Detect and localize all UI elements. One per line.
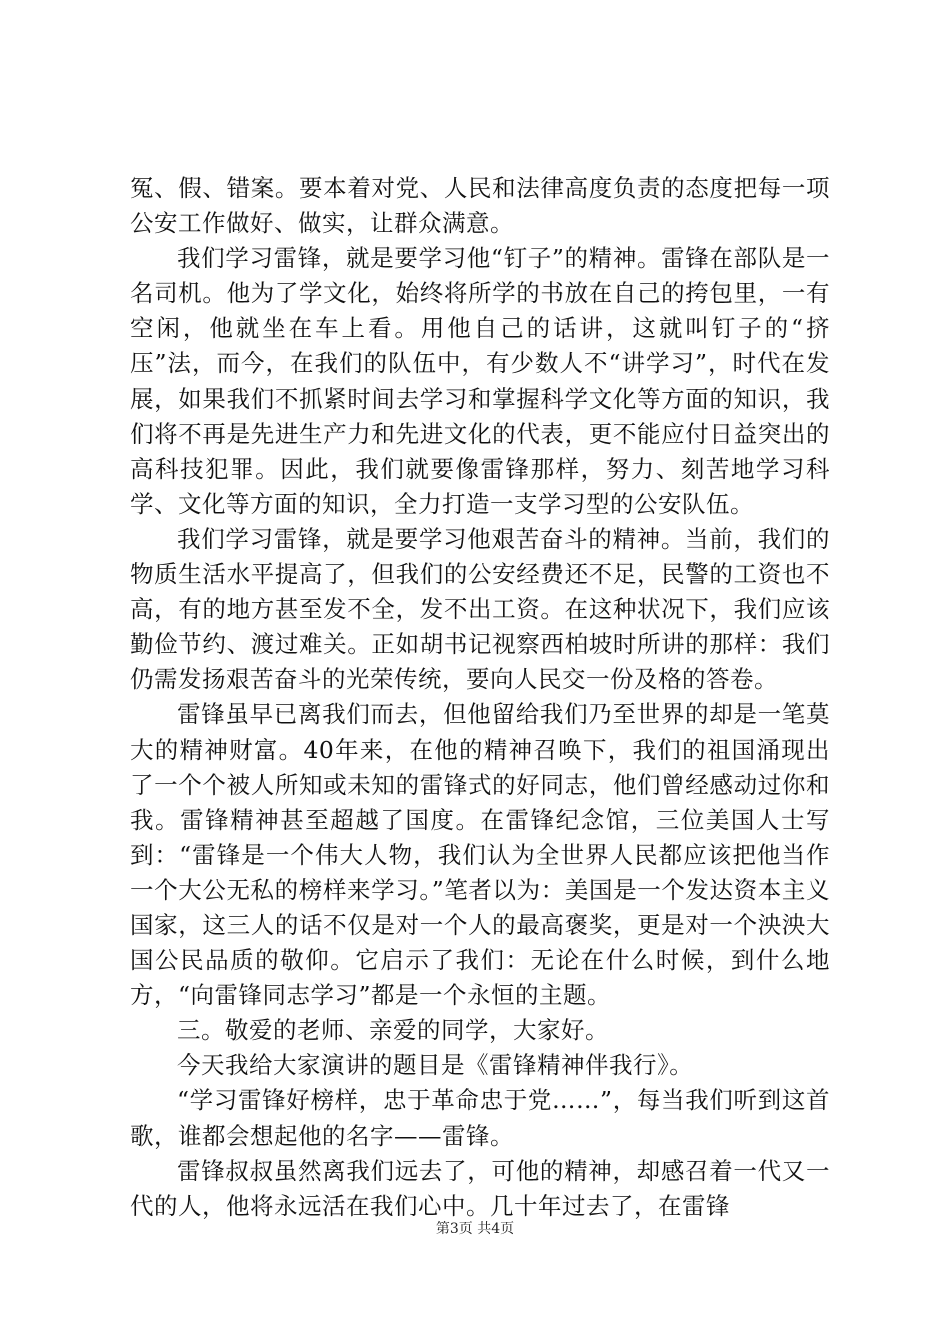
page-footer bbox=[0, 1219, 950, 1239]
paragraph-6: 今天我给大家演讲的题目是《雷锋精神伴我行》。 bbox=[177, 1051, 694, 1080]
document-body bbox=[130, 171, 830, 1224]
paragraph-7: “学习雷锋好榜样，忠于革命忠于党……”，每当我们听到这首歌，谁都会想起他的名字——雷锋。 bbox=[130, 1086, 830, 1150]
page-number-label: 第3页 共4页 bbox=[435, 1221, 515, 1237]
paragraph-1: 冤、假、错案。要本着对党、人民和法律高度负责的态度把每一项公安工作做好、做实，让群众满意。 bbox=[130, 174, 830, 238]
paragraph-5: 三。敬爱的老师、亲爱的同学，大家好。 bbox=[177, 1016, 609, 1045]
paragraph-4: 雷锋虽早已离我们而去，但他留给我们乃至世界的却是一笔莫大的精神财富。40年来，在他的精神召唤下，我们的祖国涌现出了一个个被人所知或未知的雷锋式的好同志，他们曾经感动过你和我。雷锋精神甚至超越了国度。在雷锋纪念馆，三位美国人士写到：“雷锋是一个伟大人物，我们认为全世界人民都应该把他当作一个大公无私的榜样来学习。”笔者以为：美国是一个发达资本主义国家，这三人的话不仅是对一个人的最高褒奖，更是对一个泱泱大国公民品质的敬仰。它启示了我们：无论在什么时候，到什么地方，“向雷锋同志学习”都是一个永恒的主题。 bbox=[130, 700, 830, 1010]
paragraph-3: 我们学习雷锋，就是要学习他艰苦奋斗的精神。当前，我们的物质生活水平提高了，但我们的公安经费还不足，民警的工资也不高，有的地方甚至发不全，发不出工资。在这种状况下，我们应该勤俭节约、渡过难关。正如胡书记视察西柏坡时所讲的那样：我们仍需发扬艰苦奋斗的光荣传统，要向人民交一份及格的答卷。 bbox=[130, 524, 830, 694]
paragraph-8: 雷锋叔叔虽然离我们远去了，可他的精神，却感召着一代又一代的人，他将永远活在我们心中。几十年过去了，在雷锋 bbox=[130, 1156, 830, 1220]
paragraph-2: 我们学习雷锋，就是要学习他“钉子”的精神。雷锋在部队是一名司机。他为了学文化，始终将所学的书放在自己的挎包里，一有空闲，他就坐在车上看。用他自己的话讲，这就叫钉子的“挤压”法，而今，在我们的队伍中，有少数人不“讲学习”，时代在发展，如果我们不抓紧时间去学习和掌握科学文化等方面的知识，我们将不再是先进生产力和先进文化的代表，更不能应付日益突出的高科技犯罪。因此，我们就要像雷锋那样，努力、刻苦地学习科学、文化等方面的知识，全力打造一支学习型的公安队伍。 bbox=[130, 244, 830, 518]
